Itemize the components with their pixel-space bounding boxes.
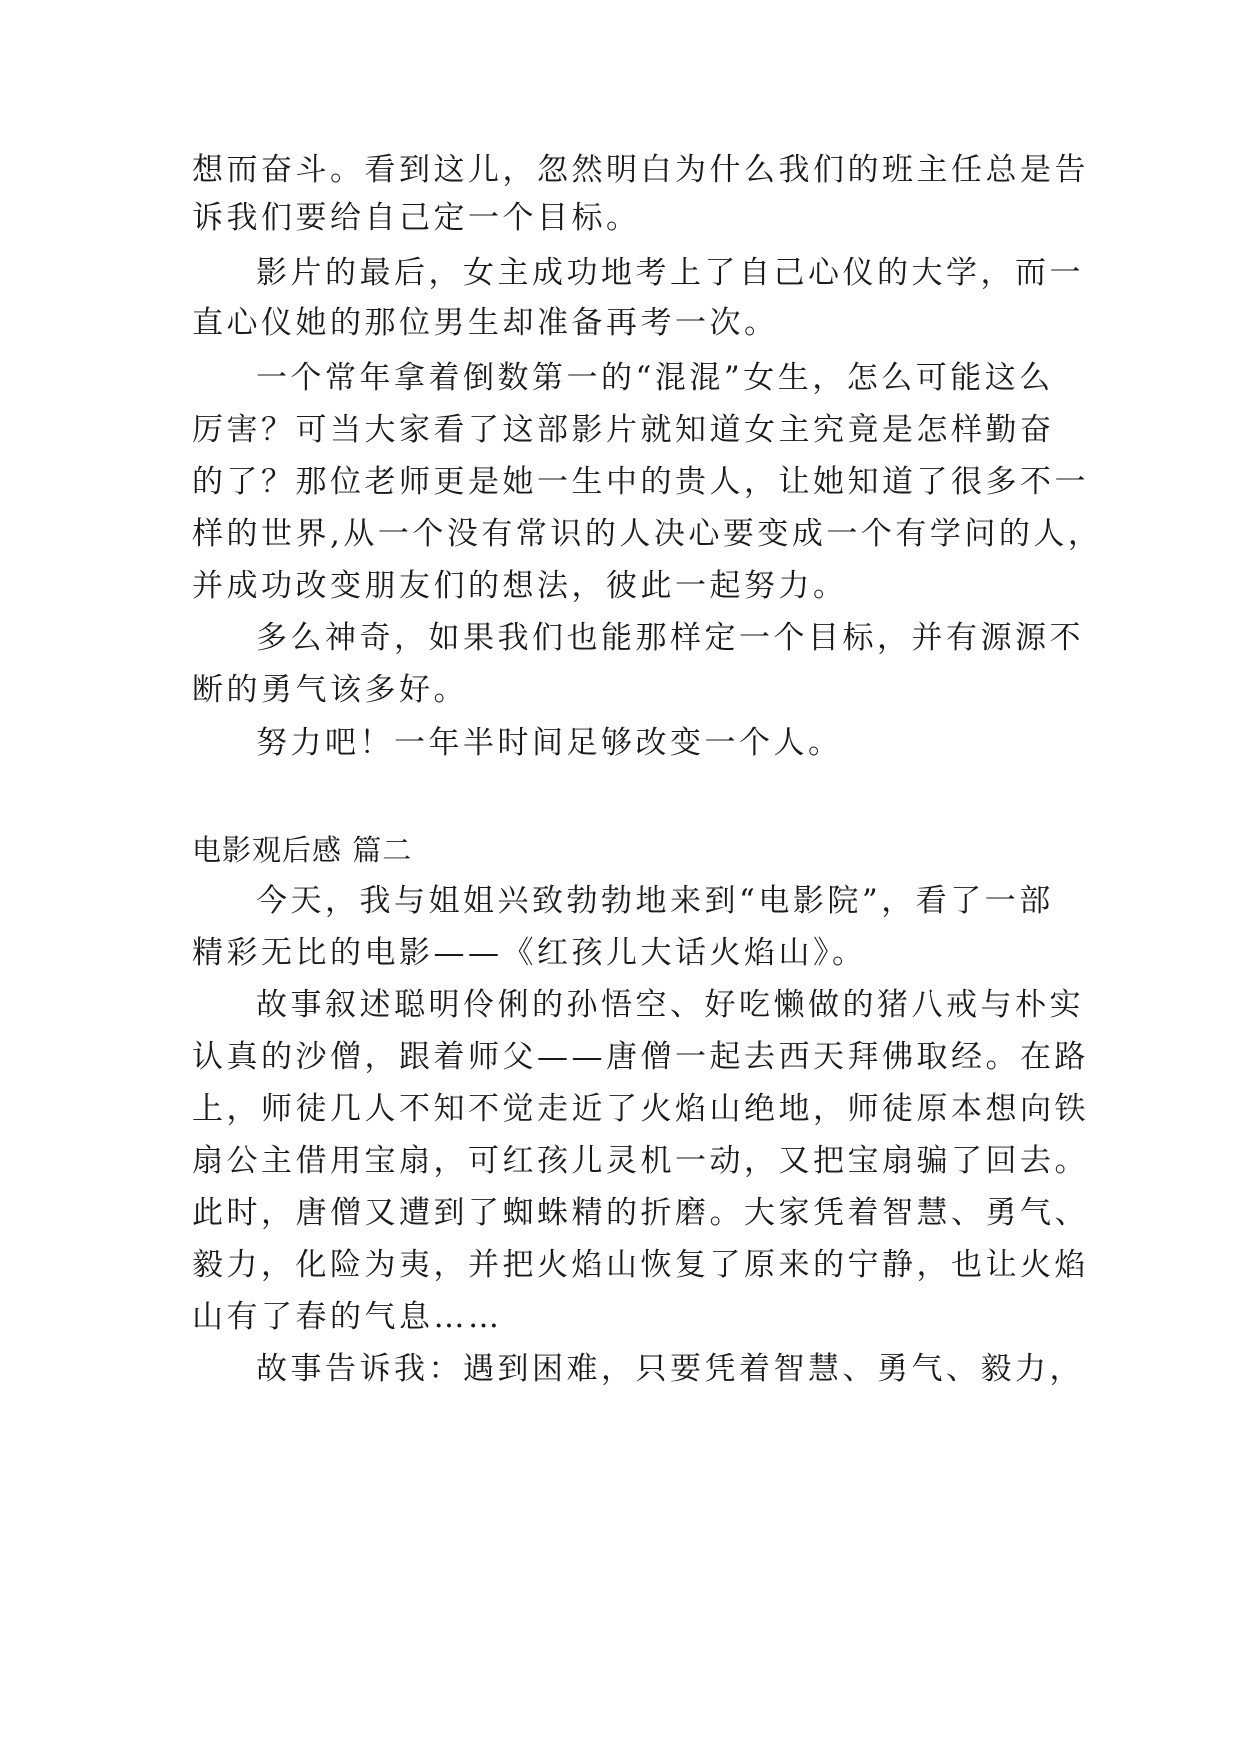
- paragraph-line: 断的勇气该多好。: [192, 672, 468, 708]
- paragraph-line: 影片的最后，女主成功地考上了自己心仪的大学，而一: [256, 255, 1084, 291]
- paragraph-line: 故事告诉我：遇到困难，只要凭着智慧、勇气、毅力，: [256, 1351, 1084, 1387]
- paragraph-line: 努力吧！一年半时间足够改变一个人。: [256, 725, 843, 761]
- paragraph-line: 今天，我与姐姐兴致勃勃地来到“电影院”，看了一部: [256, 883, 1054, 919]
- paragraph-line: 诉我们要给自己定一个目标。: [192, 200, 641, 236]
- section-heading: 电影观后感 篇二: [192, 833, 413, 867]
- paragraph-line: 此时，唐僧又遭到了蜘蛛精的折磨。大家凭着智慧、勇气、: [192, 1195, 1089, 1231]
- paragraph-line: 认真的沙僧，跟着师父——唐僧一起去西天拜佛取经。在路: [192, 1039, 1089, 1075]
- paragraph-line: 山有了春的气息……: [192, 1299, 503, 1335]
- paragraph-line: 毅力，化险为夷，并把火焰山恢复了原来的宁静，也让火焰: [192, 1247, 1089, 1283]
- paragraph-line: 直心仪她的那位男生却准备再考一次。: [192, 305, 779, 341]
- paragraph-line: 上，师徒几人不知不觉走近了火焰山绝地，师徒原本想向铁: [192, 1091, 1089, 1127]
- paragraph-line: 并成功改变朋友们的想法，彼此一起努力。: [192, 568, 848, 604]
- paragraph-line: 扇公主借用宝扇，可红孩儿灵机一动，又把宝扇骗了回去。: [192, 1143, 1089, 1179]
- paragraph-line: 精彩无比的电影——《红孩儿大话火焰山》。: [192, 935, 867, 971]
- paragraph-line: 的了？那位老师更是她一生中的贵人，让她知道了很多不一: [192, 464, 1089, 500]
- paragraph-line: 厉害？可当大家看了这部影片就知道女主究竟是怎样勤奋: [192, 412, 1055, 448]
- paragraph-line: 样的世界,从一个没有常识的人决心要变成一个有学问的人，: [192, 516, 1103, 552]
- paragraph-line: 想而奋斗。看到这儿，忽然明白为什么我们的班主任总是告: [192, 152, 1089, 188]
- paragraph-line: 多么神奇，如果我们也能那样定一个目标，并有源源不: [256, 620, 1084, 656]
- paragraph-line: 一个常年拿着倒数第一的“混混”女生，怎么可能这么: [256, 360, 1054, 396]
- paragraph-line: 故事叙述聪明伶俐的孙悟空、好吃懒做的猪八戒与朴实: [256, 987, 1084, 1023]
